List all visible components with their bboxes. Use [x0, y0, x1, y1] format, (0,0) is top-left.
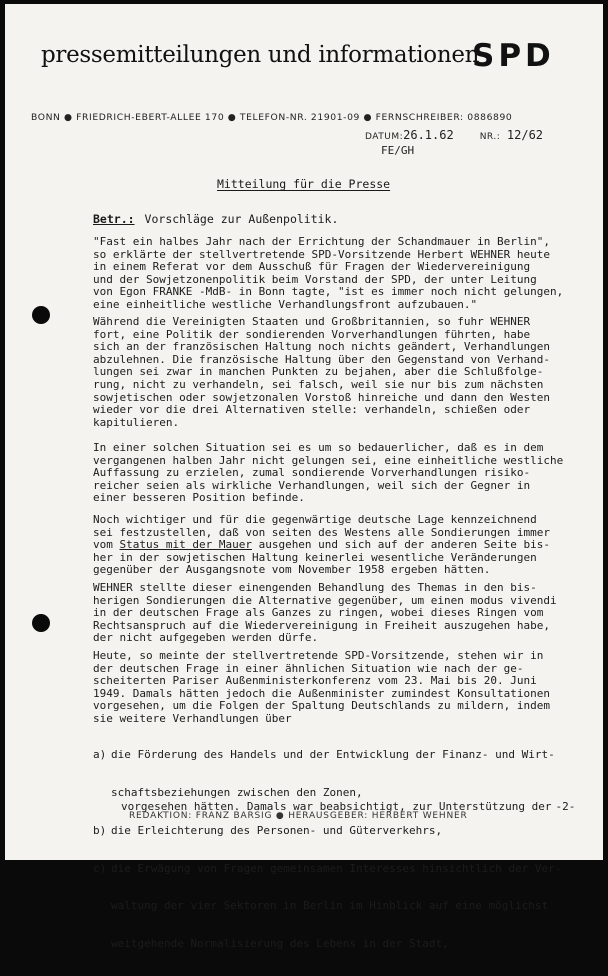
list-item-a: [93, 749, 561, 762]
paragraph-4: [93, 514, 573, 577]
number-value: 12/62: [506, 128, 544, 142]
paragraph-4-line-1: Noch wichtiger und für die gegenwärtige deutsche Lage kennzeichnend: [93, 513, 537, 526]
list-marker: c): [93, 861, 107, 875]
list-item-continuation: schaftsbeziehungen zwischen den Zonen,: [111, 785, 363, 799]
list-item-continuation: weitgehende Normalisierung des Lebens in der Stadt,: [111, 937, 449, 951]
subject-line: [93, 212, 338, 226]
paragraph-2: Während die Vereinigten Staaten und Großbritannien, so fuhr WEHNER fort, eine Politik der sondierenden Vorverhandlungen führten, habe sich an der französischen Haltung noch nichts geändert, Verhandlungen abzulehnen. Die französische Haltung über den Gegenstand von Verhand- lungen sei zwar in manchen Punkten zu bejahen, aber die Schlußfolge- rung, nicht zu verhandeln, sei falsch, weil sie nur bis zum nächsten sowjetischen oder sowjetzonalen Vorstoß hinreiche und dann den Westen wieder vor die drei Alternativen stelle: verhandeln, schießen oder kapitulieren.: [93, 315, 550, 429]
document-heading: Mitteilung für die Presse: [217, 177, 391, 191]
date-label: DATUM:: [365, 132, 404, 142]
list-item-text: die Förderung des Handels und der Entwicklung der Finanz- und Wirt-: [111, 748, 555, 762]
author-initials: FE/GH: [381, 144, 415, 157]
page-continuation-marker: -2-: [555, 800, 576, 813]
date-value: 26.1.62: [403, 128, 454, 142]
list-item-text: die Erleichterung des Personen- und Güterverkehrs,: [111, 823, 443, 837]
punch-hole: [32, 614, 50, 632]
paragraph-5: WEHNER stellte dieser einengenden Behandlung des Themas in den bis- herigen Sondierungen die Alternative gegenüber, um einen modus vivendi in der deutschen Frage als Ganzes zu ringen, wobei dieses Ringen vom Rechtsanspruch auf die Wiedervereinigung in Freiheit auszugehen habe, der nicht aufgegeben werden dürfe.: [93, 581, 557, 645]
footer-credits: REDAKTION: FRANZ BARSIG ● HERAUSGEBER: HERBERT WEHNER: [129, 811, 468, 821]
list-item-continuation: waltung der vier Sektoren in Berlin im Hinblick auf eine möglichst: [111, 899, 549, 913]
closing-text: vorgesehen hätten. Damals war beabsichtigt, zur Unterstützung der: [121, 800, 552, 813]
date-number-line: [365, 128, 543, 142]
list-marker: a): [93, 748, 107, 762]
paragraph-4-rest: her in der sowjetischen Haltung keinerlei wesentliche Veränderungen gegenüber der Ausgangsnote vom November 1958 ergeben hätten.: [93, 550, 537, 577]
paragraph-4-line-3-start: vom: [93, 538, 120, 552]
spd-logo: SPD: [472, 38, 555, 74]
paragraph-1: "Fast ein halbes Jahr nach der Errichtung der Schandmauer in Berlin", so erklärte der stellvertretende SPD-Vorsitzende Herbert WEHNER heute in einem Referat vor dem Ausschuß für Fragen der Wiedervereinigung und der Sowjetzonenpolitik beim Vorstand der SPD, der unter Leitung von Egon FRANKE -MdB- in Bonn tagte, "ist es immer noch nicht gelungen, eine einheitliche westliche Verhandlungsfront aufzubauen.": [93, 235, 564, 311]
list-marker: b): [93, 823, 107, 837]
document-page: [5, 4, 603, 951]
paragraph-4-line-2: sei festzustellen, daß von seiten des Westens alle Sondierungen immer: [93, 525, 550, 539]
paragraph-3: In einer solchen Situation sei es um so bedauerlicher, daß es in dem vergangenen halben Jahr nicht gelungen sei, eine einheitliche westliche Auffassung zu erzielen, zumal sondierende Vorverhandlungen risiko- reicher seien als wirkliche Verhandlungen, weil sich der Gegner in einer besseren Position befinde.: [93, 441, 564, 505]
number-label: NR.:: [479, 132, 501, 142]
letterhead-address: BONN ● FRIEDRICH-EBERT-ALLEE 170 ● TELEFON-NR. 21901-09 ● FERNSCHREIBER: 0886890: [31, 112, 513, 123]
status-mit-der-mauer-phrase: Status mit der Mauer: [119, 538, 252, 552]
paragraph-4-line-3-end: ausgehen und sich auf der anderen Seite bis-: [251, 538, 550, 552]
list-item-b: [93, 825, 561, 838]
masthead-title: pressemitteilungen und informationen: [41, 42, 480, 68]
negotiation-topics-list: [93, 724, 561, 976]
list-item-c: [93, 863, 561, 876]
paragraph-6: Heute, so meinte der stellvertretende SPD-Vorsitzende, stehen wir in der deutschen Frage in einer ähnlichen Situation wie nach der ge- scheiterten Pariser Außenministerkonferenz vom 23. Mai bis 20. Juni 1949. Damals hätten jedoch die Außenminister zumindest Konsultationen vorgesehen, um die Folgen der Spaltung Deutschlands zu mildern, indem sie weitere Verhandlungen über: [93, 649, 550, 725]
subject-text: Vorschläge zur Außenpolitik.: [144, 212, 339, 226]
subject-label: Betr.:: [93, 212, 135, 226]
list-item-text: die Erwägung von Fragen gemeinsamen Interesses hinsichtlich der Ver-: [111, 861, 562, 875]
punch-hole: [32, 306, 50, 324]
